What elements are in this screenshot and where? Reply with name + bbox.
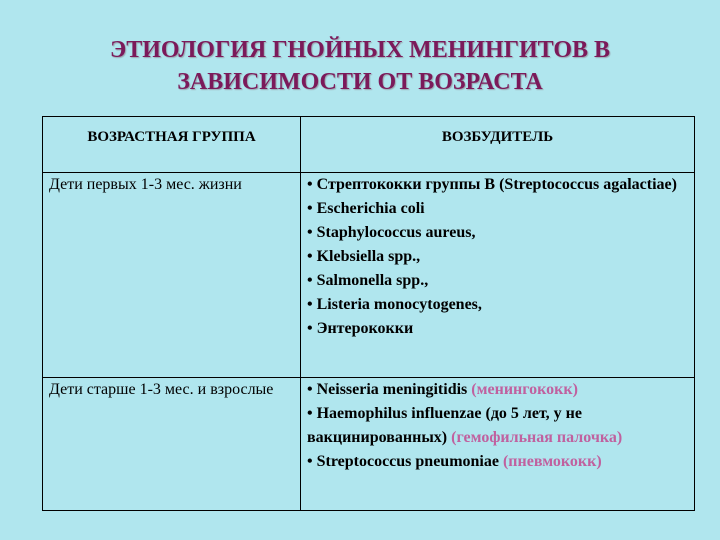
pathogen-common-name: (гемофильная палочка) <box>451 429 623 446</box>
pathogen-common-name: (пневмококк) <box>502 453 602 470</box>
age-group-cell: Дети первых 1-3 мес. жизни <box>43 173 301 378</box>
pathogen-cell <box>301 378 695 511</box>
pathogen-item <box>307 245 688 269</box>
pathogen-name: • Энтерококки <box>307 320 414 337</box>
pathogen-item <box>307 402 688 450</box>
pathogen-common-name: (менингококк) <box>471 381 578 398</box>
pathogen-item <box>307 197 688 221</box>
pathogen-name: • Haemophilus influenzae (до 5 лет, у не вакцинированных) <box>307 405 582 446</box>
pathogen-item <box>307 317 688 341</box>
pathogen-name: • Стрептококки группы В (Streptococcus agalactiae) <box>307 176 677 193</box>
table-header-row <box>43 117 695 173</box>
table-row <box>43 378 695 511</box>
header-age-group: ВОЗРАСТНАЯ ГРУППА <box>43 117 301 173</box>
pathogen-item <box>307 450 688 474</box>
age-group-cell: Дети старше 1-3 мес. и взрослые <box>43 378 301 511</box>
pathogen-name: • Staphylococcus aureus, <box>307 224 476 241</box>
slide-title-line-2: ЗАВИСИМОСТИ ОТ ВОЗРАСТА <box>177 69 543 95</box>
pathogen-item <box>307 269 688 293</box>
pathogen-item <box>307 293 688 317</box>
slide-title-line-1: ЭТИОЛОГИЯ ГНОЙНЫХ МЕНИНГИТОВ В <box>109 37 611 63</box>
header-pathogen: ВОЗБУДИТЕЛЬ <box>301 117 695 173</box>
pathogen-item <box>307 173 688 197</box>
pathogen-item <box>307 378 688 402</box>
pathogen-name: • Salmonella spp., <box>307 272 429 289</box>
pathogen-name: • Escherichia coli <box>307 200 425 217</box>
pathogen-cell <box>301 173 695 378</box>
etiology-table <box>42 116 695 511</box>
slide-title <box>0 34 720 98</box>
pathogen-item <box>307 221 688 245</box>
table-row <box>43 173 695 378</box>
pathogen-name: • Klebsiella spp., <box>307 248 421 265</box>
pathogen-name: • Neisseria meningitidis <box>307 381 468 398</box>
pathogen-name: • Streptococcus pneumoniae <box>307 453 499 470</box>
pathogen-name: • Listeria monocytogenes, <box>307 296 482 313</box>
